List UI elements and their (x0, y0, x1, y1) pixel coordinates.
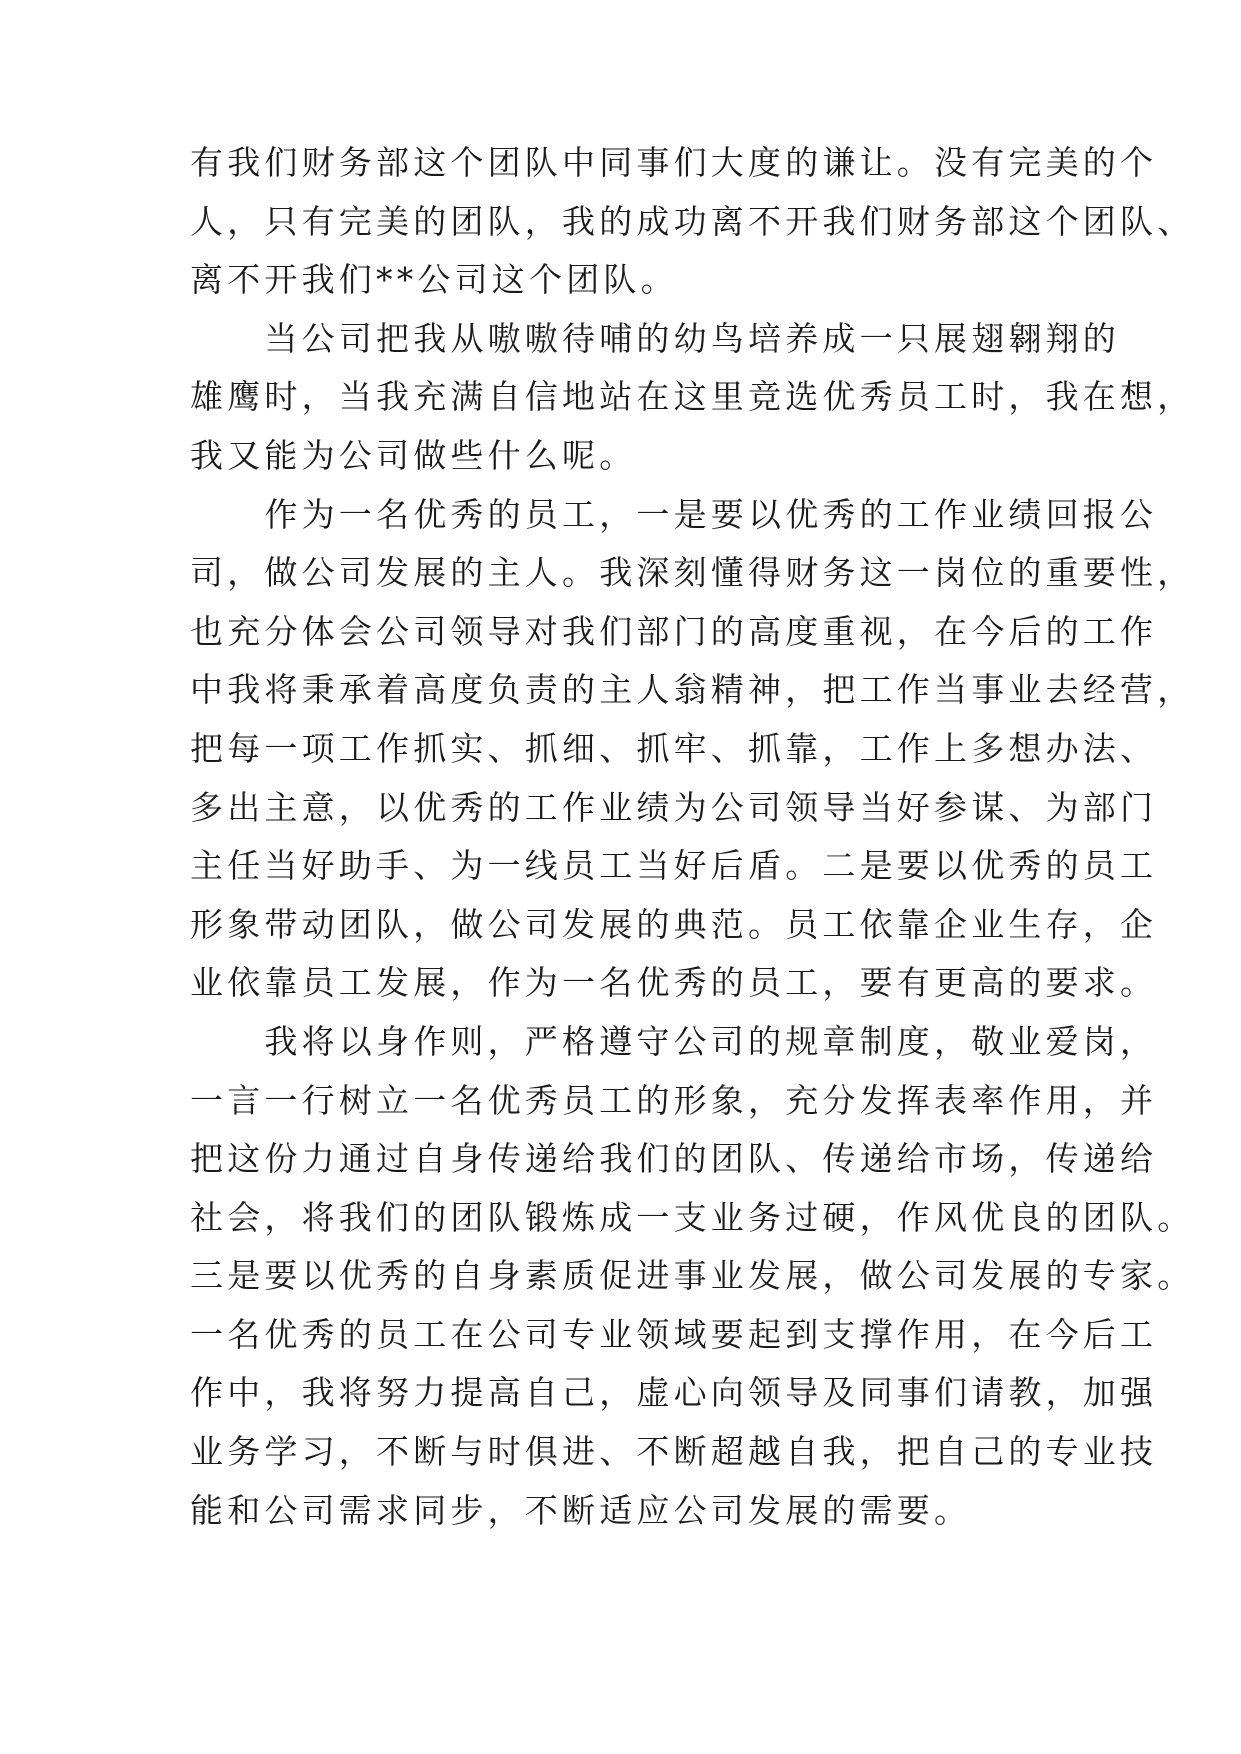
text-line: 主任当好助手、为一线员工当好后盾。二是要以优秀的员工 (190, 846, 1158, 886)
text-line: 当公司把我从嗷嗷待哺的幼鸟培养成一只展翅翱翔的 (190, 318, 1120, 358)
text-line: 三是要以优秀的自身素质促进事业发展，做公司发展的专家。 (190, 1256, 1195, 1296)
text-line: 雄鹰时，当我充满自信地站在这里竞选优秀员工时，我在想， (190, 377, 1195, 417)
paragraph-1 (190, 134, 1195, 310)
paragraph-2 (190, 310, 1195, 486)
text-line: 司，做公司发展的主人。我深刻懂得财务这一岗位的重要性， (190, 553, 1195, 593)
text-line: 业务学习，不断与时俱进、不断超越自我，把自己的专业技 (190, 1432, 1158, 1472)
paragraph-4 (190, 1013, 1195, 1540)
text-line: 人，只有完美的团队，我的成功离不开我们财务部这个团队、 (190, 201, 1195, 241)
text-line: 社会，将我们的团队锻炼成一支业务过硬，作风优良的团队。 (190, 1197, 1195, 1237)
text-line: 能和公司需求同步，不断适应公司发展的需要。 (190, 1490, 972, 1530)
document-body (190, 134, 1195, 1540)
text-line: 也充分体会公司领导对我们部门的高度重视，在今后的工作 (190, 611, 1158, 651)
text-line: 离不开我们**公司这个团队。 (190, 260, 678, 300)
text-line: 我将以身作则，严格遵守公司的规章制度，敬业爱岗， (190, 1021, 1158, 1061)
paragraph-3 (190, 486, 1195, 1013)
text-line: 我又能为公司做些什么呢。 (190, 435, 637, 475)
text-line: 把这份力通过自身传递给我们的团队、传递给市场，传递给 (190, 1139, 1158, 1179)
text-line: 中我将秉承着高度负责的主人翁精神，把工作当事业去经营， (190, 670, 1195, 710)
text-line: 有我们财务部这个团队中同事们大度的谦让。没有完美的个 (190, 143, 1158, 182)
text-line: 多出主意，以优秀的工作业绩为公司领导当好参谋、为部门 (190, 787, 1158, 827)
text-line: 一名优秀的员工在公司专业领域要起到支撑作用，在今后工 (190, 1314, 1158, 1354)
text-line: 作为一名优秀的员工，一是要以优秀的工作业绩回报公 (190, 494, 1158, 534)
text-line: 作中，我将努力提高自己，虚心向领导及同事们请教，加强 (190, 1373, 1158, 1413)
text-line: 业依靠员工发展，作为一名优秀的员工，要有更高的要求。 (190, 963, 1158, 1003)
text-line: 把每一项工作抓实、抓细、抓牢、抓靠，工作上多想办法、 (190, 728, 1158, 768)
text-line: 形象带动团队，做公司发展的典范。员工依靠企业生存，企 (190, 904, 1158, 944)
text-line: 一言一行树立一名优秀员工的形象，充分发挥表率作用，并 (190, 1080, 1158, 1120)
